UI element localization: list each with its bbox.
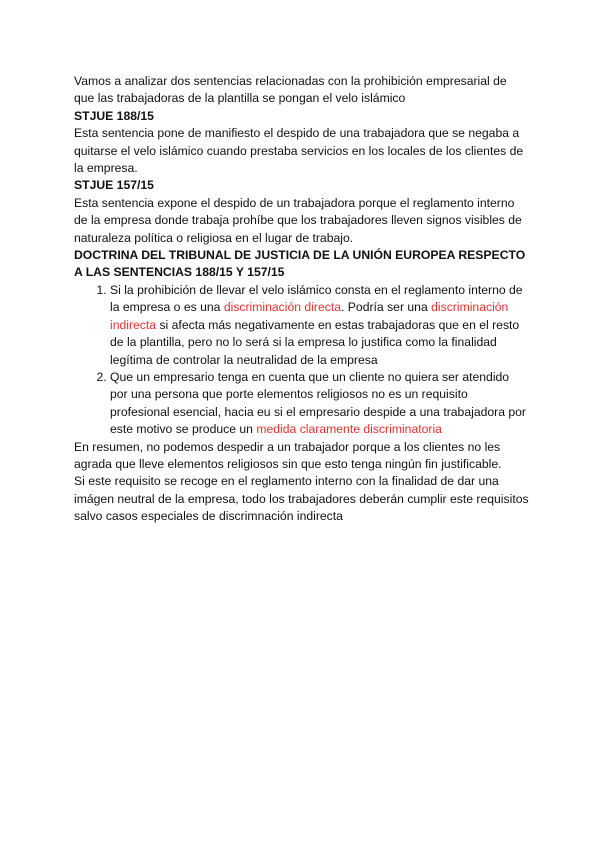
closing-paragraph: Si este requisito se recoge en el reglamento interno con la finalidad de dar una imágen neutral de la empresa, todo los trabajadores deberán cumplir este requisitos salvo casos especiales de discrimnación indirecta	[74, 474, 529, 524]
list-item	[110, 282, 530, 369]
section-heading-188: STJUE 188/15	[74, 108, 154, 123]
list-item	[110, 369, 530, 439]
section-text-188: Esta sentencia pone de manifiesto el despido de una trabajadora que se negaba a quitarse el velo islámico cuando prestaba servicios en los locales de los clientes de la empresa.	[74, 126, 524, 176]
highlight-discriminatory-measure: medida claramente discriminatoria	[256, 422, 442, 437]
list-item-text: Si la prohibición de llevar el velo islámico consta en el reglamento interno de la empresa o es una	[110, 282, 523, 315]
list-item-text: Que un empresario tenga en cuenta que un cliente no quiera ser atendido por una persona que porte elementos religiosos no es un requisito profesional esencial, hacia eu si el empresario despide a una trabajadora por este motivo se produce un	[110, 369, 526, 437]
highlight-direct-discrimination: discriminación directa	[223, 300, 342, 315]
doctrine-heading: DOCTRINA DEL TRIBUNAL DE JUSTICIA DE LA UNIÓN EUROPEA RESPECTO A LAS SENTENCIAS 188/15 Y 157/15	[74, 248, 526, 280]
section-text-157: Esta sentencia expone el despido de un trabajadora porque el reglamento interno de la empresa donde trabaja prohíbe que los trabajadores lleven signos visibles de naturaleza política o religiosa en el lugar de trabajo.	[74, 195, 522, 245]
doctrine-list	[74, 282, 530, 439]
section-heading-157: STJUE 157/15	[74, 178, 154, 193]
summary-paragraph: En resumen, no podemos despedir a un trabajador porque a los clientes no les agrada que lleve elementos religiosos sin que esto tenga ningún fin justificable.	[74, 439, 502, 471]
list-item-text: si afecta más negativamente en estas trabajadoras que en el resto de la plantilla, pero no lo será si la empresa lo justifica como la finalidad legítima de controlar la neutralidad de la empresa	[110, 317, 520, 367]
highlight-indirect-discrimination: discriminación indirecta	[110, 300, 509, 332]
list-item-text: . Podría ser una	[341, 300, 432, 315]
intro-paragraph: Vamos a analizar dos sentencias relacionadas con la prohibición empresarial de que las trabajadoras de la plantilla se pongan el velo islámico	[74, 74, 507, 106]
